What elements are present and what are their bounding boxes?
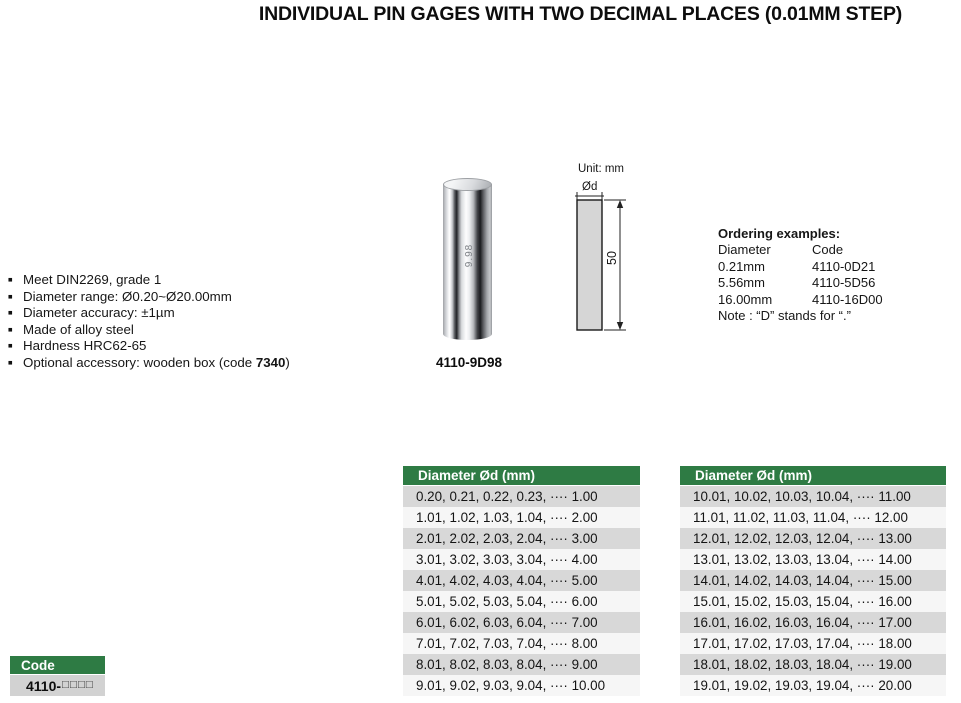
table-header: Diameter Ød (mm) [403, 466, 640, 486]
diameter-table-right [680, 466, 946, 696]
feature-item [8, 338, 368, 355]
feature-text: Optional accessory: wooden box (code 7340) [23, 354, 290, 370]
ordering-code: 4110-5D56 [812, 275, 876, 291]
ordering-examples [718, 226, 950, 324]
bullet-icon: ■ [8, 357, 13, 367]
table-row: 8.01, 8.02, 8.03, 8.04, ···· 9.00 [403, 654, 640, 675]
code-placeholder-squares: □□□□ [62, 679, 94, 691]
pin-engraving: 9.98 [464, 243, 475, 268]
table-row: 15.01, 15.02, 15.03, 15.04, ···· 16.00 [680, 591, 946, 612]
table-row: 2.01, 2.02, 2.03, 2.04, ···· 3.00 [403, 528, 640, 549]
ordering-diameter: 16.00mm [718, 291, 773, 307]
ordering-table [718, 242, 950, 308]
bullet-icon: ■ [8, 324, 13, 334]
feature-item-accessory [8, 355, 368, 372]
table-header: Diameter Ød (mm) [680, 466, 946, 486]
feature-text: Diameter range: Ø0.20~Ø20.00mm [23, 288, 232, 304]
unit-label: Unit: mm [578, 163, 624, 175]
table-row: 17.01, 17.02, 17.03, 17.04, ···· 18.00 [680, 633, 946, 654]
ordering-diameter: 5.56mm [718, 275, 765, 291]
accessory-code: 7340 [255, 354, 286, 370]
table-row: 12.01, 12.02, 12.03, 12.04, ···· 13.00 [680, 528, 946, 549]
table-row: 1.01, 1.02, 1.03, 1.04, ···· 2.00 [403, 507, 640, 528]
table-row: 5.01, 5.02, 5.03, 5.04, ···· 6.00 [403, 591, 640, 612]
table-row: 4.01, 4.02, 4.03, 4.04, ···· 5.00 [403, 570, 640, 591]
table-row: 10.01, 10.02, 10.03, 10.04, ···· 11.00 [680, 486, 946, 507]
ordering-col-code: Code [812, 242, 844, 258]
table-row: 18.01, 18.02, 18.03, 18.04, ···· 19.00 [680, 654, 946, 675]
bullet-icon: ■ [8, 308, 13, 318]
feature-text: Meet DIN2269, grade 1 [23, 272, 162, 287]
product-code-label: 4110-9D98 [435, 355, 503, 370]
bullet-icon: ■ [8, 341, 13, 351]
table-row: 16.01, 16.02, 16.03, 16.04, ···· 17.00 [680, 612, 946, 633]
feature-text: Made of alloy steel [23, 321, 134, 337]
order-code-box [10, 656, 105, 696]
ordering-note: Note : “D” stands for “.” [718, 308, 851, 324]
code-box-value [10, 675, 105, 696]
bullet-icon: ■ [8, 291, 13, 301]
code-box-header: Code [10, 656, 105, 675]
length-dim-label: 50 [605, 251, 619, 265]
ordering-code: 4110-0D21 [812, 258, 876, 274]
code-prefix: 4110- [26, 677, 62, 694]
diameter-dim-label: Ød [582, 181, 598, 193]
feature-text: Diameter accuracy: ±1µm [23, 305, 175, 321]
table-row: 13.01, 13.02, 13.03, 13.04, ···· 14.00 [680, 549, 946, 570]
diameter-table-left [403, 466, 640, 696]
feature-text: Hardness HRC62-65 [23, 338, 147, 354]
table-row: 3.01, 3.02, 3.03, 3.04, ···· 4.00 [403, 549, 640, 570]
ordering-diameter: 0.21mm [718, 258, 765, 274]
feature-item [8, 322, 368, 339]
table-row: 9.01, 9.02, 9.03, 9.04, ···· 10.00 [403, 675, 640, 696]
table-row: 6.01, 6.02, 6.03, 6.04, ···· 7.00 [403, 612, 640, 633]
feature-list [8, 272, 368, 372]
table-row: 19.01, 19.02, 19.03, 19.04, ···· 20.00 [680, 675, 946, 696]
gage-body-rect [577, 200, 602, 330]
page-title: INDIVIDUAL PIN GAGES WITH TWO DECIMAL PLACES (0.01MM STEP) [258, 3, 903, 25]
table-row: 14.01, 14.02, 14.03, 14.04, ···· 15.00 [680, 570, 946, 591]
bullet-icon: ■ [8, 275, 13, 284]
ordering-heading: Ordering examples: [718, 226, 841, 241]
feature-item [8, 305, 368, 322]
feature-item [8, 272, 368, 289]
dimension-drawing [555, 155, 650, 345]
table-row: 11.01, 11.02, 11.03, 11.04, ···· 12.00 [680, 507, 946, 528]
pin-top-face [443, 178, 492, 191]
ordering-code: 4110-16D00 [812, 291, 883, 307]
feature-item [8, 289, 368, 306]
table-row: 7.01, 7.02, 7.03, 7.04, ···· 8.00 [403, 633, 640, 654]
table-row: 0.20, 0.21, 0.22, 0.23, ···· 1.00 [403, 486, 640, 507]
ordering-col-diameter: Diameter [718, 242, 771, 258]
pin-gage-photo [443, 178, 492, 340]
